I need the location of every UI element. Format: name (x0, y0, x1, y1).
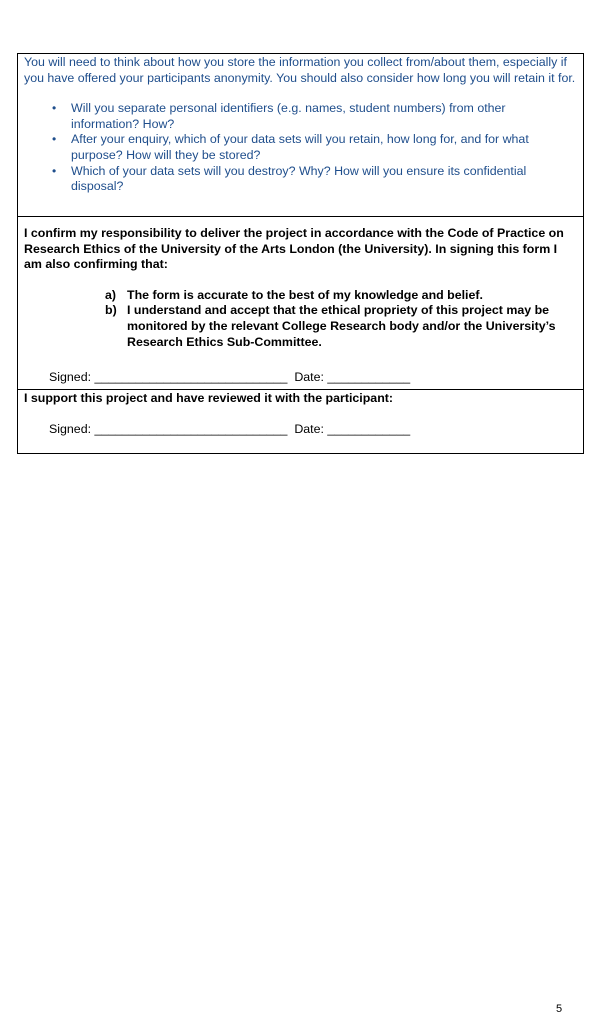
signed-label: Signed: (49, 421, 92, 436)
confirmation-item (24, 303, 577, 350)
guidance-bullet-text: After your enquiry, which of your data sets will you retain, how long for, and for what purpose? How will they be stored? (71, 132, 529, 162)
list-marker: b) (105, 303, 117, 318)
confirmation-item (24, 288, 577, 304)
guidance-bullet-item (24, 132, 577, 163)
signature-field[interactable]: ____________________________ (94, 370, 288, 385)
data-storage-guidance (18, 54, 583, 217)
supervisor-signature-row (49, 422, 577, 438)
confirmation-item-text: I understand and accept that the ethical propriety of this project may be monitored by the relevant College Research body and/or the University’s Research Ethics Sub-Committee. (127, 303, 556, 349)
list-marker: a) (105, 287, 117, 302)
bullet-icon: • (52, 101, 57, 116)
confirmation-item-text: The form is accurate to the best of my knowledge and belief. (127, 287, 483, 302)
date-label: Date: (294, 370, 324, 385)
guidance-bullet-item (24, 101, 577, 132)
date-field[interactable]: ____________ (327, 421, 411, 436)
guidance-bullet-list (24, 101, 577, 195)
confirmation-statement: I confirm my responsibility to deliver the project in accordance with the Code of Practice on Research Ethics of the University of the Arts London (the University). In signing this form I am also confirming that: (24, 226, 564, 272)
date-label: Date: (294, 421, 324, 436)
guidance-bullet-item (24, 164, 577, 195)
confirmation-list (24, 288, 577, 350)
date-field[interactable]: ____________ (327, 370, 411, 385)
bullet-icon: • (52, 132, 57, 147)
guidance-bullet-text: Which of your data sets will you destroy? Why? How will you ensure its confidential disposal? (71, 163, 527, 194)
support-statement: I support this project and have reviewed it with the participant: (24, 391, 394, 405)
signature-field[interactable]: ____________________________ (94, 421, 288, 436)
page-number: 5 (556, 1003, 563, 1015)
ethics-form-table (17, 53, 584, 454)
participant-signature-row (49, 370, 577, 386)
supervisor-support-section (18, 390, 583, 453)
responsibility-confirmation-section (18, 217, 583, 390)
guidance-intro: You will need to think about how you store the information you collect from/about them, especially if you have offered your participants anonymity. You should also consider how long you will retain it for. (24, 55, 576, 85)
guidance-bullet-text: Will you separate personal identifiers (e.g. names, student numbers) from other information? How? (71, 101, 506, 131)
bullet-icon: • (52, 163, 57, 178)
signed-label: Signed: (49, 370, 92, 385)
